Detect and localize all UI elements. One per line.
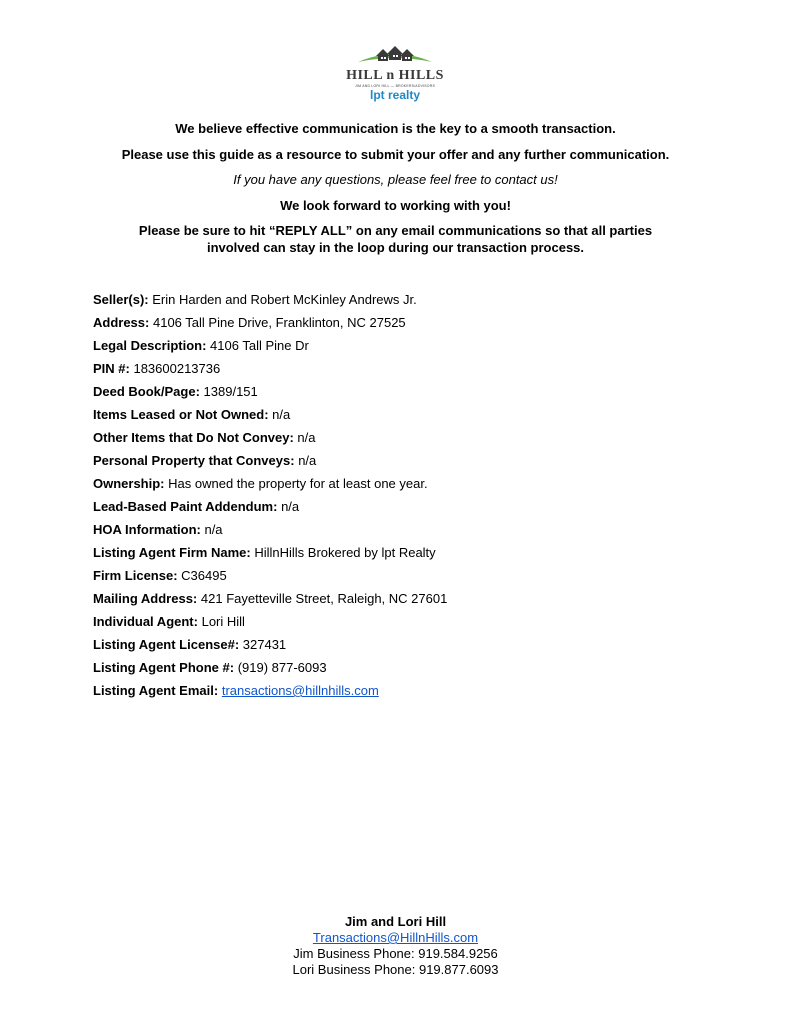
field-legal-description <box>93 337 309 354</box>
intro-line-2: Please use this guide as a resource to submit your offer and any further communication. <box>121 147 670 162</box>
field-value: Erin Harden and Robert McKinley Andrews Jr. <box>152 292 417 307</box>
field-value: n/a <box>298 453 317 468</box>
intro-line-1: We believe effective communication is the key to a smooth transaction. <box>175 121 616 136</box>
field-label: Other Items that Do Not Convey: <box>93 430 294 445</box>
houses-icon <box>340 42 450 70</box>
field-hoa <box>93 521 223 538</box>
field-value: n/a <box>281 499 300 514</box>
field-value: Lori Hill <box>201 614 245 629</box>
footer-email-link[interactable]: Transactions@HillnHills.com <box>312 930 479 945</box>
field-label: Deed Book/Page: <box>93 384 200 399</box>
field-ownership <box>93 475 428 492</box>
footer-email-row <box>0 930 791 946</box>
field-firm-license <box>93 567 227 584</box>
field-label: HOA Information: <box>93 522 201 537</box>
agent-email-link[interactable]: transactions@hillnhills.com <box>221 683 379 698</box>
field-label: Mailing Address: <box>93 591 198 606</box>
field-value: Has owned the property for at least one year. <box>168 476 428 491</box>
field-label: Individual Agent: <box>93 614 198 629</box>
field-mailing-address <box>93 590 447 607</box>
field-label: Firm License: <box>93 568 178 583</box>
field-agent-phone <box>93 659 327 676</box>
field-label: Listing Agent License#: <box>93 637 240 652</box>
field-label: Address: <box>93 315 150 330</box>
field-label: Ownership: <box>93 476 165 491</box>
field-sellers <box>93 291 417 308</box>
field-label: PIN #: <box>93 361 130 376</box>
field-agent-license <box>93 636 286 653</box>
footer-lori-phone: Lori Business Phone: 919.877.6093 <box>292 962 499 977</box>
field-label: Seller(s): <box>93 292 149 307</box>
field-value: n/a <box>204 522 223 537</box>
field-label: Listing Agent Firm Name: <box>93 545 251 560</box>
field-label: Listing Agent Email: <box>93 683 219 698</box>
logo-wordmark: HILL n HILLS <box>346 68 444 83</box>
field-firm-name <box>93 544 436 561</box>
field-value: 4106 Tall Pine Drive, Franklinton, NC 27525 <box>152 315 406 330</box>
field-items-not-convey <box>93 429 316 446</box>
field-value: n/a <box>272 407 291 422</box>
field-value: C36495 <box>181 568 227 583</box>
field-items-leased <box>93 406 290 423</box>
logo-lpt-realty: lpt realty <box>369 88 420 102</box>
field-label: Legal Description: <box>93 338 207 353</box>
field-value: n/a <box>297 430 316 445</box>
field-individual-agent <box>93 613 245 630</box>
field-pin <box>93 360 220 377</box>
footer-jim-phone: Jim Business Phone: 919.584.9256 <box>293 946 498 961</box>
field-address <box>93 314 406 331</box>
field-agent-email <box>93 682 379 699</box>
logo-subline: JIM AND LORI HILL — BROKERS/ADVISORS <box>354 84 435 88</box>
field-value: 421 Fayetteville Street, Raleigh, NC 27601 <box>200 591 448 606</box>
field-value: 183600213736 <box>133 361 221 376</box>
field-value: HillnHills Brokered by lpt Realty <box>254 545 436 560</box>
field-deed-book <box>93 383 258 400</box>
intro-line-5a: Please be sure to hit “REPLY ALL” on any email communications so that all parties <box>138 223 653 238</box>
footer-names: Jim and Lori Hill <box>344 914 447 929</box>
company-logo <box>340 42 450 104</box>
field-label: Items Leased or Not Owned: <box>93 407 269 422</box>
field-label: Lead-Based Paint Addendum: <box>93 499 278 514</box>
field-label: Listing Agent Phone #: <box>93 660 235 675</box>
field-lead-paint <box>93 498 299 515</box>
field-value: 1389/151 <box>203 384 258 399</box>
field-value: 327431 <box>242 637 287 652</box>
intro-line-5b: involved can stay in the loop during our transaction process. <box>206 240 585 255</box>
field-value: 4106 Tall Pine Dr <box>210 338 309 353</box>
field-personal-property <box>93 452 316 469</box>
intro-line-3: If you have any questions, please feel free to contact us! <box>233 172 558 187</box>
field-value: (919) 877-6093 <box>237 660 327 675</box>
field-label: Personal Property that Conveys: <box>93 453 295 468</box>
intro-line-4: We look forward to working with you! <box>280 198 511 213</box>
